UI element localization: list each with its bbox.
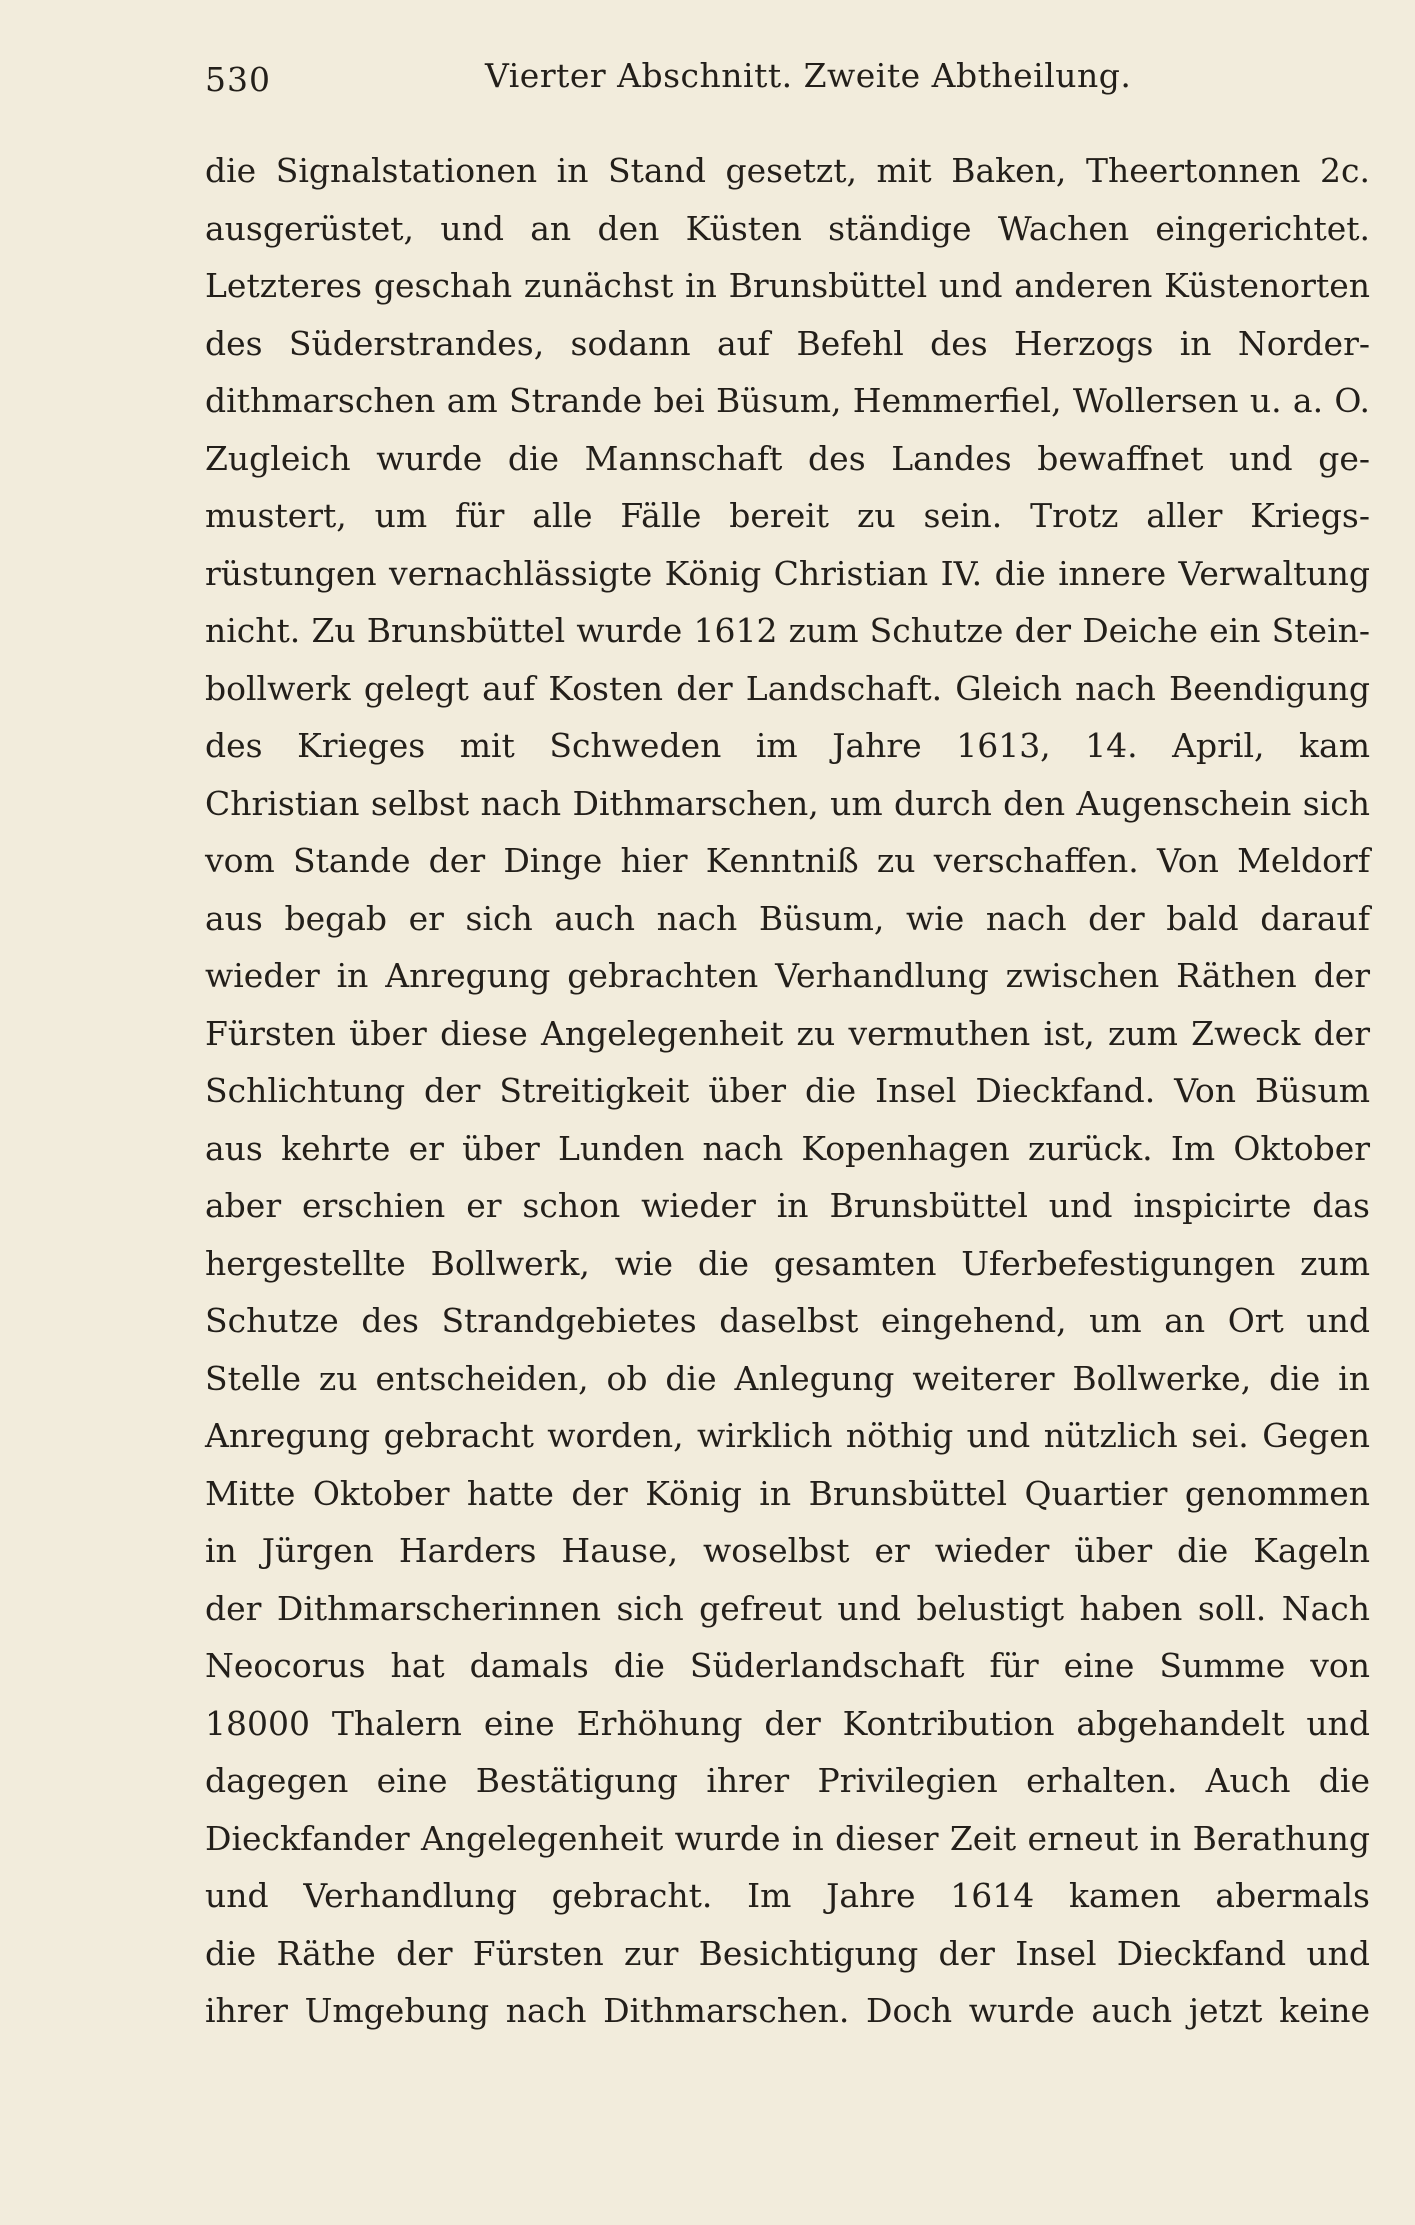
text-line: Schlichtung der Streitigkeit über die Insel Dieckfand. Von Büsum (205, 1071, 1370, 1110)
text-line: die Räthe der Fürsten zur Besichtigung der Insel Dieckfand und (205, 1933, 1370, 1973)
body-text (205, 142, 1370, 2040)
text-line: in Jürgen Harders Hause, woselbst er wieder über die Kageln (205, 1531, 1370, 1570)
text-line: aber erschien er schon wieder in Brunsbüttel und inspicirte das (205, 1186, 1370, 1225)
text-line: Schutze des Strandgebietes daselbst eingehend, um an Ort und (205, 1301, 1370, 1340)
text-line: Letzteres geschah zunächst in Brunsbüttel und anderen Küstenorten (205, 266, 1370, 305)
text-line: hergestellte Bollwerk, wie die gesamten Uferbefestigungen zum (205, 1243, 1370, 1283)
text-line: vom Stande der Dinge hier Kenntniß zu verschaffen. Von Meldorf (205, 841, 1370, 880)
page-number: 530 (205, 60, 271, 99)
text-line: wieder in Anregung gebrachten Verhandlung zwischen Räthen der (205, 956, 1370, 995)
text-line: ausgerüstet, und an den Küsten ständige Wachen eingerichtet. (205, 208, 1370, 248)
running-head: Vierter Abschnitt. Zweite Abtheilung. (485, 56, 1132, 95)
text-line: Anregung gebracht worden, wirklich nöthig und nützlich sei. Gegen (205, 1416, 1370, 1455)
text-line: der Dithmarscherinnen sich gefreut und belustigt haben soll. Nach (205, 1588, 1370, 1628)
text-line: die Signalstationen in Stand gesetzt, mit Baken, Theertonnen 2c. (205, 151, 1370, 190)
text-line: aus begab er sich auch nach Büsum, wie nach der bald darauf (205, 898, 1370, 938)
text-line: aus kehrte er über Lunden nach Kopenhagen zurück. Im Oktober (205, 1128, 1370, 1168)
text-line: mustert, um für alle Fälle bereit zu sein. Trotz aller Kriegs- (205, 496, 1370, 535)
text-line: Mitte Oktober hatte der König in Brunsbüttel Quartier genommen (205, 1473, 1370, 1513)
text-line: Zugleich wurde die Mannschaft des Landes bewaffnet und ge- (205, 438, 1370, 478)
page-header (205, 52, 1205, 112)
text-line: des Süderstrandes, sodann auf Befehl des Herzogs in Norder- (205, 323, 1370, 363)
text-line: dithmarschen am Strande bei Büsum, Hemmerfiel, Wollersen u. a. O. (205, 381, 1370, 420)
text-line: und Verhandlung gebracht. Im Jahre 1614 kamen abermals (205, 1876, 1370, 1915)
text-line: des Krieges mit Schweden im Jahre 1613, 14. April, kam (205, 726, 1370, 765)
text-line: Fürsten über diese Angelegenheit zu vermuthen ist, zum Zweck der (205, 1013, 1370, 1053)
text-line: Neocorus hat damals die Süderlandschaft für eine Summe von (205, 1646, 1370, 1685)
text-line: 18000 Thalern eine Erhöhung der Kontribution abgehandelt und (205, 1703, 1370, 1743)
text-line: nicht. Zu Brunsbüttel wurde 1612 zum Schutze der Deiche ein Stein- (205, 611, 1370, 650)
text-line: Stelle zu entscheiden, ob die Anlegung weiterer Bollwerke, die in (205, 1358, 1370, 1398)
text-line: Christian selbst nach Dithmarschen, um durch den Augenschein sich (205, 783, 1370, 823)
text-line: rüstungen vernachlässigte König Christian IV. die innere Verwaltung (205, 553, 1370, 593)
text-line: Dieckfander Angelegenheit wurde in dieser Zeit erneut in Berathung (205, 1818, 1370, 1858)
text-line: bollwerk gelegt auf Kosten der Landschaft. Gleich nach Beendigung (205, 668, 1370, 708)
text-line: dagegen eine Bestätigung ihrer Privilegien erhalten. Auch die (205, 1761, 1370, 1800)
text-line: ihrer Umgebung nach Dithmarschen. Doch wurde auch jetzt keine (205, 1991, 1370, 2030)
